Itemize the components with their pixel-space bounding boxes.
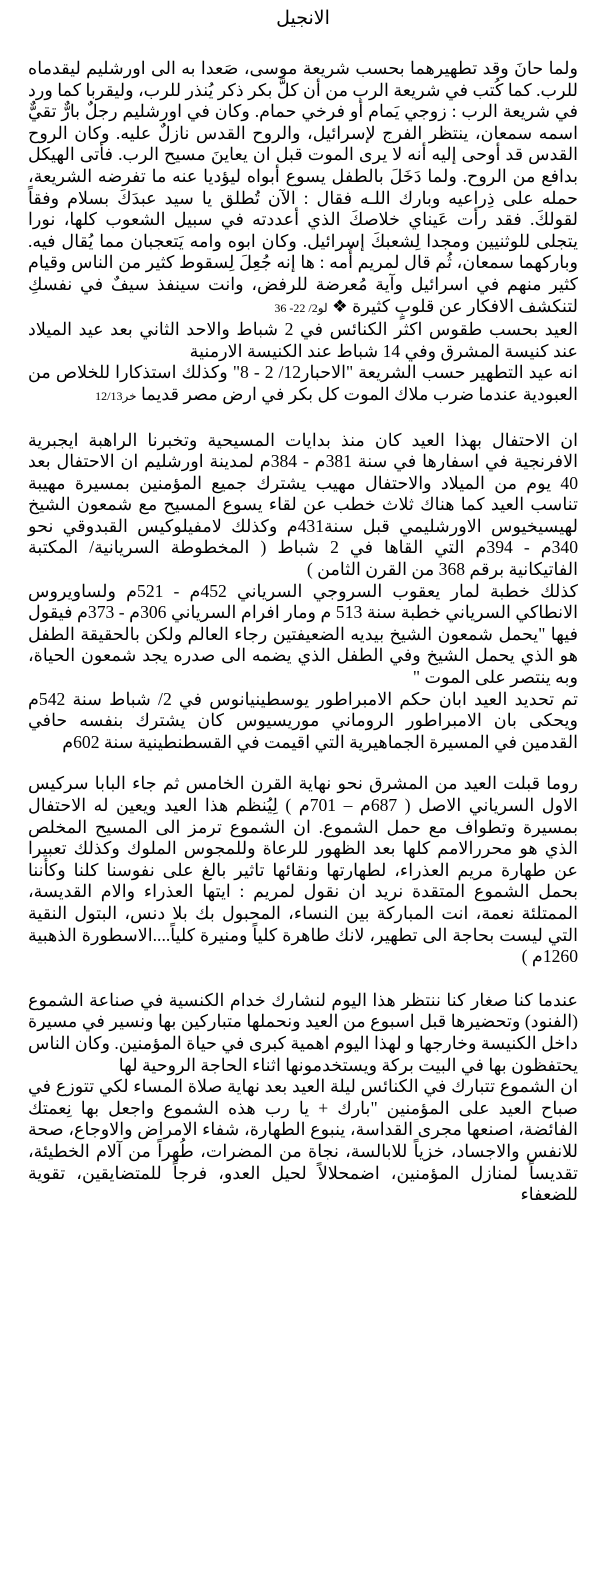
title-spacer xyxy=(28,30,578,58)
purification-paragraph xyxy=(28,362,578,407)
history-section xyxy=(28,430,578,754)
memories-section xyxy=(28,990,578,1206)
document-title: الانجيل xyxy=(276,8,330,29)
gospel-reading-section xyxy=(28,58,578,408)
rome-candles-section xyxy=(28,773,578,967)
exodus-reference: خر12/13 xyxy=(95,388,137,403)
gospel-reference: لو2/ 22- 36 xyxy=(274,300,328,315)
section-spacer xyxy=(28,408,578,430)
history-paragraph-egeria: ان الاحتفال بهذا العيد كان منذ بدايات المسيحية وتخبرنا الراهبة ايجبرية الافرنجية في اسفارها في سنة 381م - 384م لمدينة اورشليم ان الاحتفال بعد 40 يوم من الميلاد والاحتفال مهيب يشترك جميع المؤمنين بمسيرة مهيبة تناسب العيد كما هناك ثلاث خطب عن لقاء يسوع المسيح مع شمعون الشيخ لهيسيخيوس الاورشليمي قبل سنة431م وكذلك لامفيلوكيس القبدوقي نحو 340م - 394م التي القاها في 2 شباط ( المخطوطة السريانية/ المكتبة الفاتيكانية برقم 368 من القرن الثامن ) xyxy=(28,429,578,580)
feast-date-paragraph: العيد بحسب طقوس اكثر الكنائس في 2 شباط والاحد الثاني بعد عيد الميلاد عند كنيسة المشرق وفي 14 شباط عند الكنيسة الارمنية xyxy=(28,319,578,361)
purification-text: انه عيد التطهير حسب الشريعة "الاحبار12/ 2 - 8" وكذلك استذكارا للخلاص من العبودية عندما ضرب ملاك الموت كل بكر في ارض مصر قديما xyxy=(28,362,578,404)
history-paragraph-sermons: كذلك خطبة لمار يعقوب السروجي السرياني 452م - 521م ولساويروس الانطاكي السرياني خطبة سنة 513 م ومار افرام السرياني 306م - 373م فيقول فيها "يحمل شمعون الشيخ بيديه الضعيفتين رجاء العالم ولكن بالحقيقة الطفل هو الذي يحمل الشيخ وفي الطفل الذي يضمه الى صدره يجد شمعون الحياة، وبه ينتصر على الموت " xyxy=(28,580,578,688)
document-page xyxy=(28,0,578,1596)
rome-candles-paragraph: روما قبلت العيد من المشرق نحو نهاية القرن الخامس ثم جاء البابا سركيس الاول السرياني الاصل ( 687م – 701م ) لِيُنظم هذا العيد ويعين له الاحتفال بمسيرة وتطواف مع حمل الشموع. ان الشموع ترمز الى المسيح المخلص الذي هو محررالامم كلها بعد الظهور للرعاة وللمجوس الملوك وكذلك تعبيرا عن طهارة مريم العذراء، لطهارتها ونقائها تاثير بالغ على نفوسنا كلنا وكأننا بحمل الشموع المتقدة نريد ان نقول لمريم : ايتها العذراء والام القديسة، الممتلئة نعمة، انت المباركة بين النساء، المحبول بك بلا دنس، البتول النقية التي ليست بحاجة الى تطهير، لانك طاهرة كلياً ومنيرة كلياً....الاسطورة الذهبية 1260م ) xyxy=(28,773,578,967)
childhood-memories-paragraph: عندما كنا صغار كنا ننتظر هذا اليوم لنشارك خدام الكنسية في صناعة الشموع (الفنود) وتحضيرها قبل اسبوع من العيد ونحملها متباركين بها ونسير في مسيرة داخل الكنيسة وخارجها و لهذا اليوم اهمية كبرى في حياة المؤمنين. وكان الناس يحتفظون بها في البيت بركة ويستخدمونها اثناء الحاجة الروحية لها xyxy=(28,989,578,1075)
history-paragraph-justinian: تم تحديد العيد ابان حكم الامبراطور يوسطينيانوس في 2/ شباط سنة 542م ويحكى بان الامبراطور الروماني موريسيوس كان يشترك بنفسه حافي القدمين في المسيرة الجماهيرية التي اقيمت في القسطنطينية سنة 602م xyxy=(28,688,578,752)
gospel-reading-paragraph xyxy=(28,58,578,319)
candle-blessing-paragraph: ان الشموع تتبارك في الكنائس ليلة العيد بعد نهاية صلاة المساء لكي تتوزع في صباح العيد على المؤمنين "بارك + يا رب هذه الشموع واجعل بها نِعمتك الفائضة، اصنعها مجرى القداسة، ينبوع الطهارة، شفاء الامراض والاوجاع، صحة للانفس والاجساد، خزياً للابالسة، نجاة من المضرات، طُهراً من آلام الخطيئة، تقديساً لمنازل المؤمنين، اضمحلالاً لحيل العدو، فرجاً للمتضايقين، تقوية للضعفاء xyxy=(28,1076,578,1205)
gospel-reading-text: ولما حانَ وقد تطهيرهما بحسب شريعة موسى، صَعدا به الى اورشليم ليقدماه للرب. كما كُتب في شريعة الرب من أن كلَّ بكر ذكر يُنذر للرب، وليقربا كما ورد في شريعة الرب : زوجي يَمام أو فرخي حمام. وكان في اورشليم رجلٌ بارٌّ تقيٌّ اسمه سمعان، ينتظر الفرج لإسرائيل، والروح القدس نازلٌ عليه. وكان الروح القدس قد أوحى إليه أنه لا يرى الموت قبل ان يعاينَ مسيح الرب. فأتى الهيكل بدافع من الروح. ولما دَخَلَ بالطفل يسوع أبواه ليؤديا عنه ما تفرضه الشريعة، حمله على ذِراعيه وبارك اللـه فقال : الآن تُطلق يا سيد عبدَكَ بسلام وفقاً لقولكَ. فقد رأت عَيناي خلاصكَ الذي أعددته في سبيل الشعوب كلها، نورا يتجلى للوثنيين ومجدا لِشعبكَ إسرائيل. وكان ابوه وامه يَتعجبان مما يُقال فيه. وباركهما سمعان، ثُم قال لمريم أُمه : ها إنه جُعِلَ لِسقوط كثير من الناس وقيام كثير منهم في اسرائيل وآية مُعرضة للرفض، وانت سينفذ سيفٌ في نفسكِ لتنكشف الافكار عن قلوبٍ كثيرة ❖ xyxy=(28,58,578,316)
section-spacer xyxy=(28,753,578,773)
section-spacer xyxy=(28,968,578,990)
